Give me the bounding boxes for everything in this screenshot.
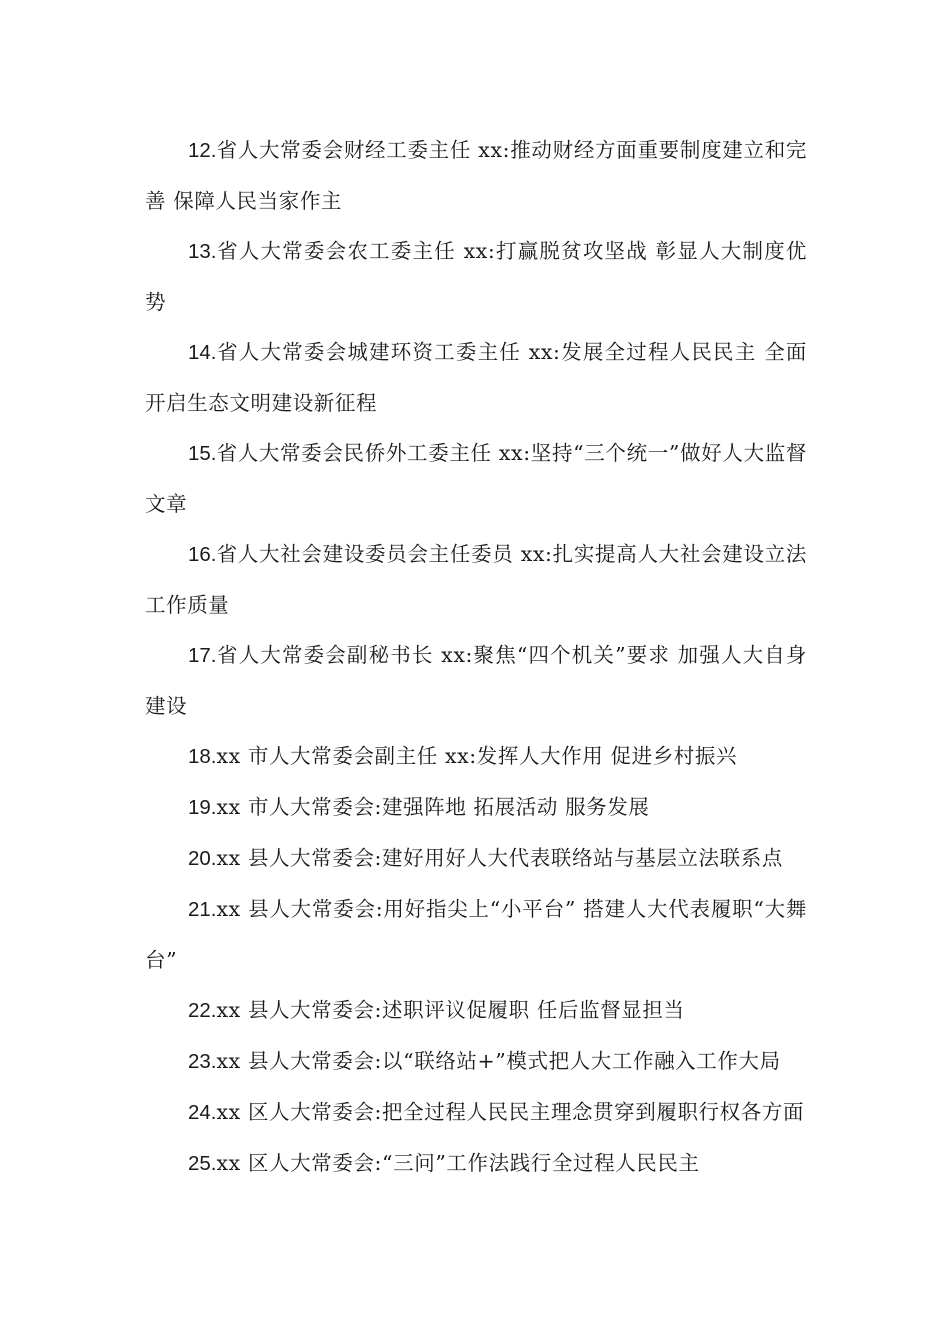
item-text: 省人大常委会财经工委主任 xx:推动财经方面重要制度建立和完善 保障人民当家作主 [145, 138, 807, 213]
paragraph-item [145, 782, 807, 833]
item-number: 25. [188, 1152, 217, 1175]
item-number: 23. [188, 1050, 217, 1073]
paragraph-item [145, 1087, 807, 1138]
item-text: xx 市人大常委会副主任 xx:发挥人大作用 促进乡村振兴 [216, 744, 738, 768]
item-text: 省人大常委会副秘书长 xx:聚焦“四个机关”要求 加强人大自身建设 [145, 643, 807, 718]
item-number: 22. [188, 999, 217, 1022]
paragraph-item [145, 226, 807, 327]
item-text: xx 区人大常委会:把全过程人民民主理念贯穿到履职行权各方面 [216, 1100, 805, 1124]
item-number: 13. [188, 240, 217, 263]
item-number: 19. [188, 796, 217, 819]
item-number: 15. [188, 442, 217, 465]
item-number: 16. [188, 543, 217, 566]
item-number: 12. [188, 139, 217, 162]
item-number: 21. [188, 898, 217, 921]
paragraph-item [145, 985, 807, 1036]
item-number: 18. [188, 745, 217, 768]
paragraph-item [145, 1036, 807, 1087]
paragraph-item [145, 731, 807, 782]
paragraph-item [145, 630, 807, 731]
item-text: xx 县人大常委会:建好用好人大代表联络站与基层立法联系点 [216, 846, 783, 870]
item-text: xx 县人大常委会:述职评议促履职 任后监督显担当 [216, 998, 685, 1022]
paragraph-item [145, 1138, 807, 1189]
paragraph-item [145, 529, 807, 630]
item-number: 14. [188, 341, 217, 364]
item-number: 20. [188, 847, 217, 870]
item-text: 省人大常委会城建环资工委主任 xx:发展全过程人民民主 全面开启生态文明建设新征程 [145, 340, 807, 415]
paragraph-item [145, 327, 807, 428]
item-text: 省人大常委会农工委主任 xx:打赢脱贫攻坚战 彰显人大制度优势 [145, 239, 807, 314]
item-text: 省人大常委会民侨外工委主任 xx:坚持“三个统一”做好人大监督文章 [145, 441, 807, 516]
item-text: xx 区人大常委会:“三问”工作法践行全过程人民民主 [216, 1151, 700, 1175]
paragraph-item [145, 833, 807, 884]
document-body [145, 125, 807, 1189]
item-text: 省人大社会建设委员会主任委员 xx:扎实提高人大社会建设立法工作质量 [145, 542, 807, 617]
paragraph-item [145, 428, 807, 529]
item-text: xx 县人大常委会:用好指尖上“小平台” 搭建人大代表履职“大舞台” [145, 897, 807, 972]
item-text: xx 市人大常委会:建强阵地 拓展活动 服务发展 [216, 795, 650, 819]
item-number: 24. [188, 1101, 217, 1124]
item-number: 17. [188, 644, 217, 667]
paragraph-item [145, 884, 807, 985]
paragraph-item [145, 125, 807, 226]
item-text: xx 县人大常委会:以“联络站+”模式把人大工作融入工作大局 [216, 1049, 781, 1073]
